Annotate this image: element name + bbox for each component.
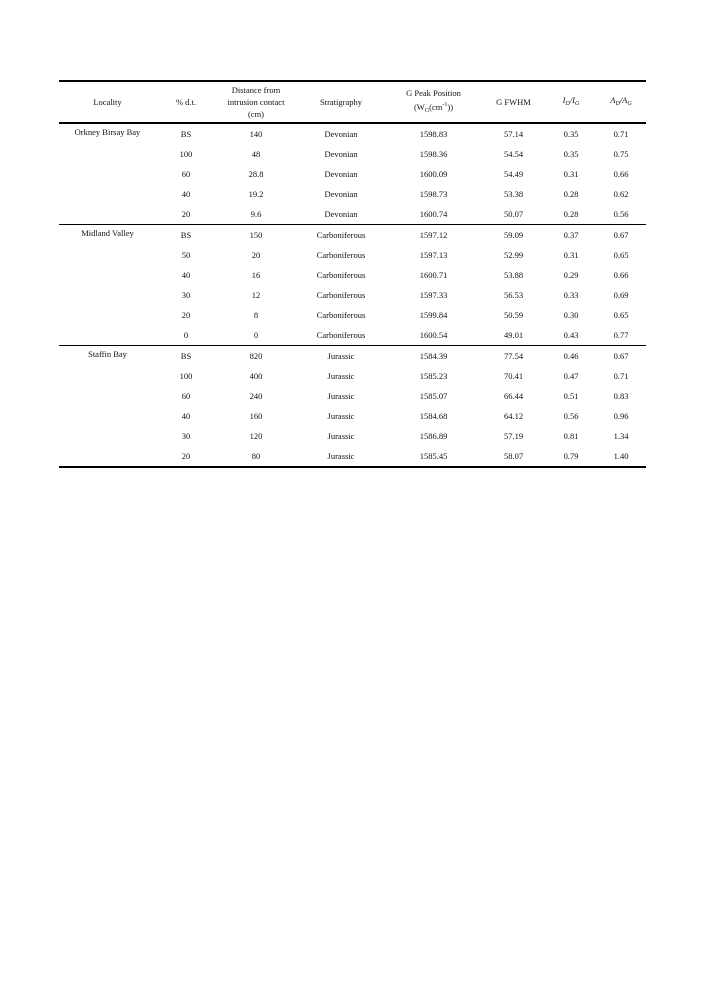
raman-parameters-table	[59, 80, 646, 468]
percent-dt-cell: 20	[156, 446, 216, 467]
stratigraphy-cell: Carboniferous	[316, 230, 366, 240]
table-row	[59, 144, 646, 164]
id-ig-cell: 0.51	[563, 391, 579, 401]
distance-cell: 28.8	[248, 169, 264, 179]
table-row	[59, 265, 646, 285]
id-ig-cell: 0.56	[563, 411, 579, 421]
stratigraphy-cell: Devonian	[324, 169, 358, 179]
distance-cell: 20	[251, 250, 261, 260]
locality-cell	[59, 184, 156, 204]
locality-cell: Staffin Bay	[88, 349, 127, 359]
g-fwhm-cell: 50.07	[481, 204, 546, 225]
locality-cell	[59, 446, 156, 467]
table-row	[59, 225, 646, 246]
distance-cell: 120	[249, 431, 263, 441]
ad-ag-cell: 0.77	[596, 325, 646, 346]
g-peak-cell: 1584.39	[419, 351, 448, 361]
g-fwhm-cell: 53.38	[503, 189, 524, 199]
table-row	[59, 184, 646, 204]
distance-cell: 160	[249, 411, 263, 421]
ad-ag-cell: 1.34	[613, 431, 629, 441]
stratigraphy-cell: Carboniferous	[316, 310, 366, 320]
g-fwhm-cell: 49.01	[481, 325, 546, 346]
distance-cell: 150	[249, 230, 263, 240]
id-ig-cell: 0.28	[546, 204, 596, 225]
stratigraphy-cell: Devonian	[324, 189, 358, 199]
stratigraphy-cell: Carboniferous	[316, 290, 366, 300]
id-ig-cell: 0.81	[563, 431, 579, 441]
stratigraphy-cell: Jurassic	[327, 411, 355, 421]
percent-dt-cell: 40	[181, 189, 191, 199]
distance-cell: 12	[251, 290, 261, 300]
id-ig-cell: 0.37	[563, 230, 579, 240]
g-peak-cell: 1600.74	[386, 204, 481, 225]
stratigraphy-cell: Devonian	[296, 204, 386, 225]
ad-ag-cell: 0.69	[613, 290, 629, 300]
g-peak-cell: 1586.89	[419, 431, 448, 441]
stratigraphy-cell: Carboniferous	[316, 250, 366, 260]
percent-dt-cell: 20	[156, 204, 216, 225]
percent-dt-cell: 100	[179, 371, 193, 381]
stratigraphy-cell: Carboniferous	[316, 270, 366, 280]
g-peak-cell: 1598.83	[419, 129, 448, 139]
stratigraphy-cell: Jurassic	[327, 351, 355, 361]
g-fwhm-cell: 77.54	[503, 351, 524, 361]
locality-cell: Midland Valley	[81, 228, 134, 238]
locality-cell	[59, 144, 156, 164]
percent-dt-cell: 100	[179, 149, 193, 159]
ad-ag-cell: 0.62	[613, 189, 629, 199]
col-header-g-peak-position	[386, 81, 481, 123]
g-fwhm-cell: 52.99	[503, 250, 524, 260]
g-peak-cell: 1598.73	[419, 189, 448, 199]
locality-cell	[59, 305, 156, 325]
g-peak-cell: 1597.13	[419, 250, 448, 260]
g-fwhm-cell: 50.59	[503, 310, 524, 320]
g-fwhm-cell: 56.53	[503, 290, 524, 300]
locality-cell	[59, 204, 156, 225]
g-peak-cell: 1584.68	[419, 411, 448, 421]
g-fwhm-cell: 70.41	[503, 371, 524, 381]
g-peak-cell: 1597.12	[419, 230, 448, 240]
percent-dt-cell: 20	[181, 310, 191, 320]
id-ig-cell: 0.47	[563, 371, 579, 381]
percent-dt-cell: BS	[180, 230, 192, 240]
table-row	[59, 164, 646, 184]
ad-ag-cell: 0.56	[596, 204, 646, 225]
ad-ag-cell: 0.67	[613, 230, 629, 240]
table-row	[59, 123, 646, 144]
locality-cell	[59, 245, 156, 265]
table-row	[59, 204, 646, 225]
ad-ag-cell: 0.83	[613, 391, 629, 401]
data-table-container	[59, 80, 646, 468]
table-row	[59, 406, 646, 426]
locality-cell	[59, 325, 156, 346]
stratigraphy-cell: Jurassic	[327, 431, 355, 441]
g-peak-cell: 1585.07	[419, 391, 448, 401]
percent-dt-cell: 50	[181, 250, 191, 260]
id-ig-cell: 0.46	[563, 351, 579, 361]
g-fwhm-cell: 53.88	[503, 270, 524, 280]
ad-ag-cell: 0.75	[613, 149, 629, 159]
percent-dt-cell: 60	[181, 391, 191, 401]
distance-header-line-3: (cm)	[247, 109, 265, 119]
g-peak-cell: 1585.23	[419, 371, 448, 381]
id-ig-cell: 0.31	[563, 250, 579, 260]
col-header-locality: Locality	[59, 81, 156, 123]
g-fwhm-cell: 58.07	[481, 446, 546, 467]
g-peak-cell: 1597.33	[419, 290, 448, 300]
table-header	[59, 81, 646, 123]
id-ig-cell: 0.29	[563, 270, 579, 280]
ad-ag-cell: 0.66	[613, 169, 629, 179]
stratigraphy-cell: Carboniferous	[296, 325, 386, 346]
percent-dt-cell: 60	[181, 169, 191, 179]
percent-dt-cell: 40	[181, 270, 191, 280]
g-fwhm-cell: 59.09	[503, 230, 524, 240]
distance-cell: 80	[216, 446, 296, 467]
distance-cell: 140	[249, 129, 263, 139]
distance-cell: 400	[249, 371, 263, 381]
g-peak-cell: 1585.45	[386, 446, 481, 467]
id-ig-cell: 0.33	[563, 290, 579, 300]
g-fwhm-cell: 66.44	[503, 391, 524, 401]
id-ig-cell: 0.28	[563, 189, 579, 199]
id-ig-cell: 0.35	[563, 129, 579, 139]
table-row	[59, 446, 646, 467]
stratigraphy-cell: Jurassic	[327, 371, 355, 381]
col-header-distance	[216, 81, 296, 123]
distance-cell: 820	[249, 351, 263, 361]
col-header-percent-dt: % d.t.	[156, 81, 216, 123]
col-header-g-fwhm: G FWHM	[481, 81, 546, 123]
g-fwhm-cell: 54.49	[503, 169, 524, 179]
table-row	[59, 285, 646, 305]
table-row	[59, 325, 646, 346]
col-header-id-ig: $I_D/I_G$	[546, 81, 596, 123]
g-fwhm-cell: 54.54	[503, 149, 524, 159]
table-row	[59, 366, 646, 386]
table-row	[59, 386, 646, 406]
ad-ag-cell: 1.40	[596, 446, 646, 467]
percent-dt-cell: BS	[180, 129, 192, 139]
g-peak-cell: 1600.71	[419, 270, 448, 280]
distance-cell: 16	[251, 270, 261, 280]
g-peak-cell: 1598.36	[419, 149, 448, 159]
g-fwhm-cell: 57.14	[503, 129, 524, 139]
g-peak-header-line-2: $(W_G(cm^{-1}))$	[413, 102, 454, 114]
locality-cell	[59, 406, 156, 426]
g-peak-header-line-1: G Peak Position	[406, 88, 461, 98]
percent-dt-cell: 0	[156, 325, 216, 346]
locality-cell	[59, 366, 156, 386]
stratigraphy-cell: Jurassic	[296, 446, 386, 467]
g-fwhm-cell: 57.19	[503, 431, 524, 441]
ad-ag-cell: 0.65	[613, 310, 629, 320]
g-peak-cell: 1600.09	[419, 169, 448, 179]
table-body	[59, 123, 646, 467]
id-ig-cell: 0.79	[546, 446, 596, 467]
percent-dt-cell: 40	[181, 411, 191, 421]
col-header-stratigraphy: Stratigraphy	[296, 81, 386, 123]
locality-cell: Orkney Birsay Bay	[74, 127, 141, 137]
ad-ag-cell: 0.66	[613, 270, 629, 280]
table-row	[59, 305, 646, 325]
ad-ag-cell: 0.71	[613, 371, 629, 381]
ad-ag-cell: 0.67	[613, 351, 629, 361]
distance-cell: 8	[253, 310, 259, 320]
locality-cell	[59, 386, 156, 406]
id-ig-cell: 0.30	[563, 310, 579, 320]
table-row	[59, 426, 646, 446]
stratigraphy-cell: Devonian	[324, 149, 358, 159]
distance-header-line-1: Distance from	[231, 85, 281, 95]
distance-cell: 9.6	[216, 204, 296, 225]
stratigraphy-cell: Jurassic	[327, 391, 355, 401]
table-row	[59, 346, 646, 367]
col-header-ad-ag: $A_D/A_G$	[596, 81, 646, 123]
percent-dt-cell: 30	[181, 431, 191, 441]
ad-ag-cell: 0.71	[613, 129, 629, 139]
id-ig-cell: 0.35	[563, 149, 579, 159]
g-fwhm-cell: 64.12	[503, 411, 524, 421]
g-peak-cell: 1600.54	[386, 325, 481, 346]
id-ig-cell: 0.31	[563, 169, 579, 179]
percent-dt-cell: 30	[181, 290, 191, 300]
locality-cell	[59, 265, 156, 285]
ad-ag-cell: 0.65	[613, 250, 629, 260]
distance-cell: 48	[251, 149, 261, 159]
locality-cell	[59, 285, 156, 305]
ad-ag-cell: 0.96	[613, 411, 629, 421]
g-peak-cell: 1599.84	[419, 310, 448, 320]
id-ig-cell: 0.43	[546, 325, 596, 346]
table-row	[59, 245, 646, 265]
distance-header-line-2: intrusion contact	[227, 97, 285, 107]
locality-cell	[59, 164, 156, 184]
stratigraphy-cell: Devonian	[324, 129, 358, 139]
distance-cell: 19.2	[248, 189, 264, 199]
locality-cell	[59, 426, 156, 446]
distance-cell: 240	[249, 391, 263, 401]
percent-dt-cell: BS	[180, 351, 192, 361]
distance-cell: 0	[216, 325, 296, 346]
